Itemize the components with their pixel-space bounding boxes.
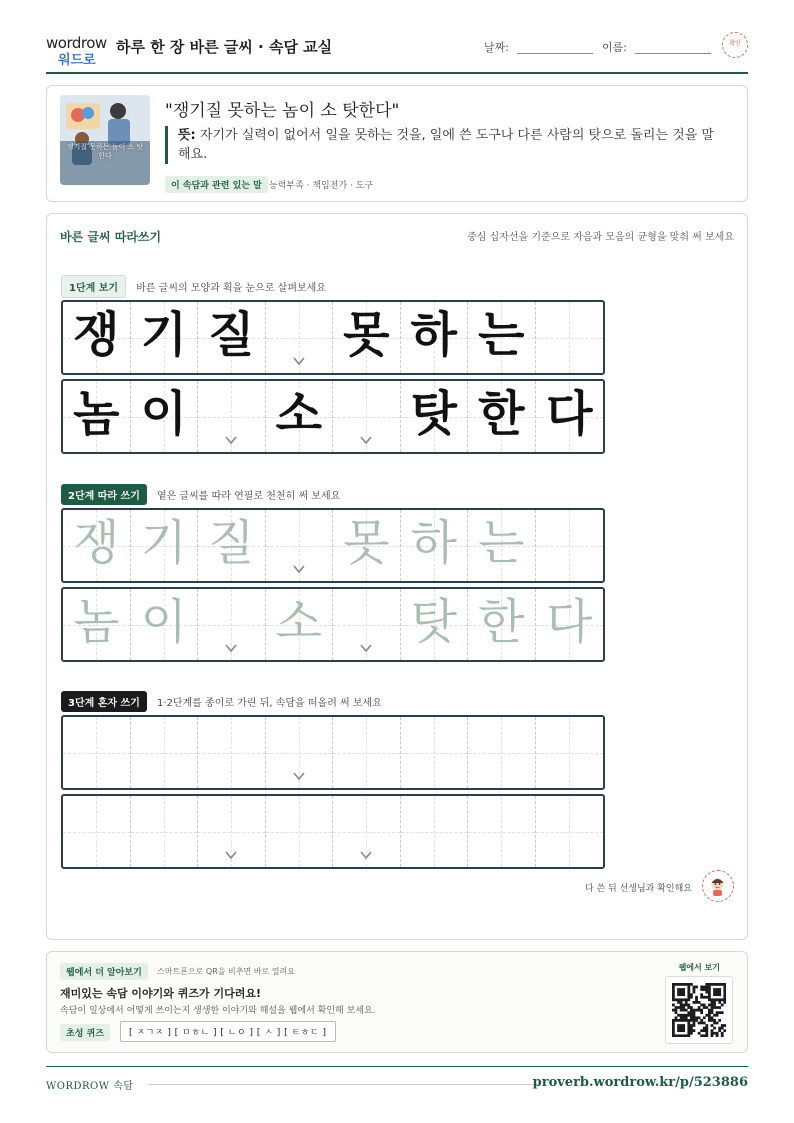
step-2-text: 옅은 글씨를 따라 연필로 천천히 써 보세요 [156,491,341,502]
grid-cell[interactable] [131,589,199,660]
check-text: 다 쓴 뒤 선생님과 확인해요 [584,884,692,894]
horizontal-guide [266,546,333,547]
grid-cell[interactable] [198,796,266,867]
horizontal-guide [333,753,400,754]
horizontal-guide [198,753,265,754]
grid-cell[interactable] [198,510,266,581]
grid-cell[interactable] [198,589,266,660]
step-2-row-1[interactable] [61,508,605,583]
grid-cell[interactable] [468,510,536,581]
grid-cell[interactable] [401,510,469,581]
qr-code[interactable] [665,976,733,1044]
grid-cell[interactable] [63,717,131,788]
grid-character: 이 [140,594,187,650]
quiz-label: 초성 퀴즈 [60,1024,110,1041]
step-1-row-2 [61,379,605,454]
footer-divider [148,1084,536,1085]
page-title: 하루 한 장 바른 글씨 · 속담 교실 [116,38,333,56]
space-mark-icon [293,563,305,575]
grid-cell[interactable] [536,589,604,660]
related-label: 이 속담과 관련 있는 말 [165,176,268,193]
grid-cell[interactable] [266,589,334,660]
horizontal-guide [536,546,604,547]
horizontal-guide [198,417,265,418]
logo-text-bottom: 워드로 [58,53,96,68]
grid-cell [333,381,401,452]
grid-character: 다 [546,386,593,442]
web-more-sub: 스마트폰으로 QR을 비추면 바로 열려요 [157,967,295,976]
space-mark-icon [360,849,372,861]
grid-cell[interactable] [266,510,334,581]
grid-character: 다 [546,594,593,650]
confirm-stamp-icon: 확인 [722,32,748,58]
horizontal-guide [401,753,468,754]
step-2-badge: 2단계 따라 쓰기 [61,484,147,505]
step-1-badge: 1단계 보기 [61,275,126,298]
grid-cell[interactable] [401,589,469,660]
footer-url-link[interactable]: proverb.wordrow.kr/p/523886 [532,1075,748,1090]
practice-section [46,213,748,940]
proverb-meaning [165,126,725,164]
grid-character: 이 [140,386,187,442]
web-more-desc: 속담이 일상에서 어떻게 쓰이는지 생생한 이야기와 해설을 웹에서 확인해 보세요. [60,1006,376,1016]
grid-cell [401,381,469,452]
practice-title: 바른 글씨 따라쓰기 [60,230,162,244]
horizontal-guide [63,832,130,833]
grid-character: 놈 [73,386,120,442]
grid-character: 탓 [410,386,457,442]
grid-cell[interactable] [333,510,401,581]
grid-cell [198,302,266,373]
grid-character: 질 [208,307,255,363]
grid-character: 는 [478,307,525,363]
grid-character: 소 [275,594,322,650]
step-3-badge: 3단계 혼자 쓰기 [61,691,147,712]
grid-cell[interactable] [198,717,266,788]
grid-cell [198,381,266,452]
grid-character: 쟁 [73,307,120,363]
logo-text-top: wordrow [46,34,107,52]
web-more-title: 재미있는 속담 이야기와 퀴즈가 기다려요! [60,987,261,1000]
horizontal-guide [333,832,400,833]
proverb-card [46,85,748,202]
related-tags: 능력부족 · 책임전가 · 도구 [269,181,374,191]
grid-character: 기 [140,307,187,363]
grid-cell [266,381,334,452]
grid-character: 질 [208,515,255,571]
horizontal-guide [468,753,535,754]
grid-cell [468,302,536,373]
grid-cell[interactable] [536,510,604,581]
illustration-image [60,95,150,185]
horizontal-guide [536,832,604,833]
grid-cell [131,302,199,373]
grid-cell[interactable] [333,589,401,660]
grid-cell[interactable] [266,796,334,867]
space-mark-icon [293,355,305,367]
grid-cell[interactable] [333,796,401,867]
grid-cell[interactable] [401,796,469,867]
illustration-caption: 쟁기질 못하는 놈이 소 탓한다 [66,143,144,160]
horizontal-guide [63,753,130,754]
grid-cell [131,381,199,452]
qr-label: 웹에서 보기 [678,963,720,972]
horizontal-guide [401,832,468,833]
horizontal-guide [266,338,333,339]
horizontal-guide [333,625,400,626]
horizontal-guide [333,417,400,418]
grid-character: 하 [410,515,457,571]
step-3-row-2[interactable] [61,794,605,869]
grid-cell[interactable] [131,510,199,581]
grid-cell [266,302,334,373]
grid-character: 탓 [410,594,457,650]
grid-cell[interactable] [266,717,334,788]
horizontal-guide [131,832,198,833]
space-mark-icon [293,770,305,782]
horizontal-guide [198,832,265,833]
grid-character: 하 [410,307,457,363]
space-mark-icon [225,434,237,446]
step-3-header [61,691,382,711]
proverb-title: "쟁기질 못하는 놈이 소 탓한다" [165,101,400,121]
step-1-text: 바른 글씨의 모양과 획을 눈으로 살펴보세요 [136,283,326,294]
proverb-illustration [60,95,150,185]
grid-cell[interactable] [333,717,401,788]
name-input-line[interactable] [635,44,711,54]
space-mark-icon [225,849,237,861]
grid-cell [333,302,401,373]
meaning-label: 뜻: [178,128,196,143]
wordrow-logo [46,34,108,66]
horizontal-guide [266,753,333,754]
horizontal-guide [266,832,333,833]
grid-cell[interactable] [63,510,131,581]
grid-cell [63,381,131,452]
web-more-chip: 웹에서 더 알아보기 [60,963,148,980]
page-footer [46,1066,748,1096]
horizontal-guide [468,832,535,833]
step-2-row-2[interactable] [61,587,605,662]
grid-cell [63,302,131,373]
grid-cell [536,302,604,373]
qr-code-icon [672,983,726,1037]
step-1-header [61,275,326,295]
grid-character: 못 [343,307,390,363]
grid-character: 는 [478,515,525,571]
name-field[interactable] [602,39,711,55]
grid-cell [468,381,536,452]
web-more-box [46,951,748,1053]
space-mark-icon [225,642,237,654]
practice-help: 중심 십자선을 기준으로 자음과 모음의 균형을 맞춰 써 보세요 [467,232,734,243]
grid-cell[interactable] [401,717,469,788]
grid-character: 기 [140,515,187,571]
date-input-line[interactable] [517,44,593,54]
grid-cell[interactable] [468,589,536,660]
space-mark-icon [360,434,372,446]
grid-cell[interactable] [468,717,536,788]
grid-cell [401,302,469,373]
grid-cell[interactable] [131,796,199,867]
horizontal-guide [131,753,198,754]
chosung-quiz: [ ㅈㄱㅈ ] [ ㅁㅎㄴ ] [ ㄴㅇ ] [ ㅅ ] [ ㅌㅎㄷ ] [120,1021,336,1042]
grid-cell[interactable] [536,796,604,867]
grid-character: 쟁 [73,515,120,571]
grid-cell[interactable] [468,796,536,867]
grid-character: 놈 [73,594,120,650]
meaning-text: 자기가 실력이 없어서 일을 못하는 것을, 일에 쓴 도구나 다른 사람의 탓으로 돌리는 것을 말해요. [178,128,714,162]
step-1-row-1 [61,300,605,375]
horizontal-guide [198,625,265,626]
step-2-header [61,484,340,504]
name-label: 이름: [602,41,627,54]
grid-cell[interactable] [63,589,131,660]
grid-character: 한 [478,594,525,650]
footer-brand: WORDROW 속담 [46,1081,134,1092]
grid-character: 못 [343,515,390,571]
grid-cell[interactable] [131,717,199,788]
grid-cell[interactable] [536,717,604,788]
grid-cell [536,381,604,452]
grid-character: 한 [478,386,525,442]
horizontal-guide [536,753,604,754]
grid-cell[interactable] [63,796,131,867]
step-3-text: 1·2단계를 종이로 가린 뒤, 속담을 떠올려 써 보세요 [156,698,382,709]
date-field[interactable] [484,39,593,55]
date-label: 날짜: [484,41,509,54]
step-3-row-1[interactable] [61,715,605,790]
space-mark-icon [360,642,372,654]
teacher-stamp-icon [702,870,734,902]
grid-character: 소 [275,386,322,442]
horizontal-guide [536,338,604,339]
page-header [46,30,748,74]
